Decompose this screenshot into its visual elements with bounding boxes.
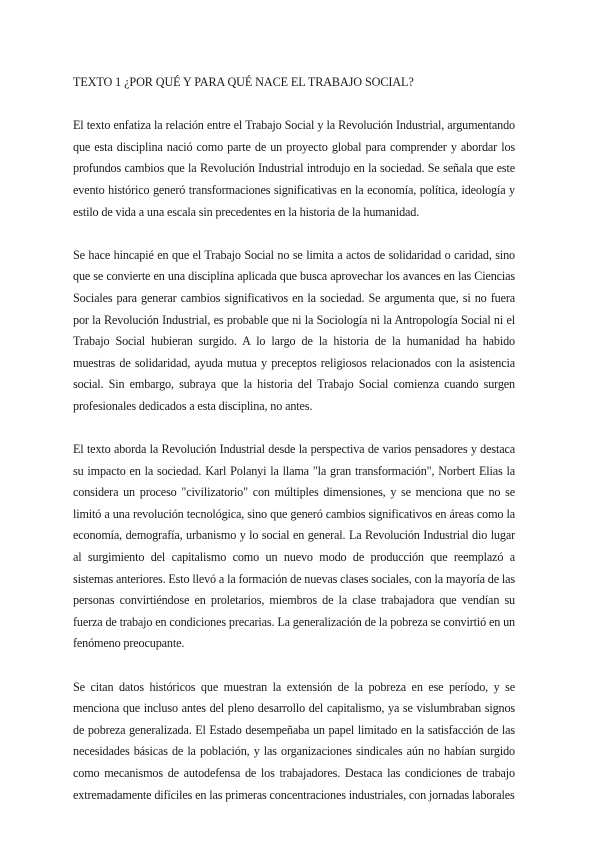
paragraph-3: El texto aborda la Revolución Industrial desde la perspectiva de varios pensadores y destaca su impacto en la sociedad. Karl Polanyi la llama "la gran transformación", Norbert Elias la considera un proceso "civilizatorio" con múltiples dimensiones, y se menciona que no se limitó a una revolución tecnológica, sino que generó cambios significativos en áreas como la economía, demografía, urbanismo y lo social en general. La Revolución Industrial dio lugar al surgimiento del capitalismo como un nuevo modo de producción que reemplazó a sistemas anteriores. Esto llevó a la formación de nuevas clases sociales, con la mayoría de las personas convirtiéndose en proletarios, miembros de la clase trabajadora que vendían su fuerza de trabajo en condiciones precarias. La generalización de la pobreza se convirtió en un fenómeno preocupante. bbox=[73, 442, 515, 651]
document-body bbox=[73, 72, 515, 828]
document-title: TEXTO 1 ¿POR QUÉ Y PARA QUÉ NACE EL TRABAJO SOCIAL? bbox=[73, 75, 414, 89]
paragraph-2: Se hace hincapié en que el Trabajo Social no se limita a actos de solidaridad o caridad, sino que se convierte en una disciplina aplicada que busca aprovechar los avances en las Ciencias Sociales para generar cambios significativos en la sociedad. Se argumenta que, si no fuera por la Revolución Industrial, es probable que ni la Sociología ni la Antropología Social ni el Trabajo Social hubieran surgido. A lo largo de la historia de la humanidad ha habido muestras de solidaridad, ayuda mutua y preceptos religiosos relacionados con la asistencia social. Sin embargo, subraya que la historia del Trabajo Social comienza cuando surgen profesionales dedicados a esta disciplina, no antes. bbox=[73, 247, 515, 413]
paragraph-1: El texto enfatiza la relación entre el Trabajo Social y la Revolución Industrial, argumentando que esta disciplina nació como parte de un proyecto global para comprender y abordar los profundos cambios que la Revolución Industrial introdujo en la sociedad. Se señala que este evento histórico generó transformaciones significativas en la economía, política, ideología y estilo de vida a una escala sin precedentes en la historia de la humanidad. bbox=[73, 118, 515, 219]
paragraph-4: Se citan datos históricos que muestran la extensión de la pobreza en ese período, y se menciona que incluso antes del pleno desarrollo del capitalismo, ya se vislumbraban signos de pobreza generalizada. El Estado desempeñaba un papel limitado en la satisfacción de las necesidades básicas de la población, y las organizaciones sindicales aún no habían surgido como mecanismos de autodefensa de los trabajadores. Destaca las condiciones de trabajo extremadamente difíciles en las primeras concentraciones industriales, con jornadas laborales bbox=[73, 679, 515, 802]
